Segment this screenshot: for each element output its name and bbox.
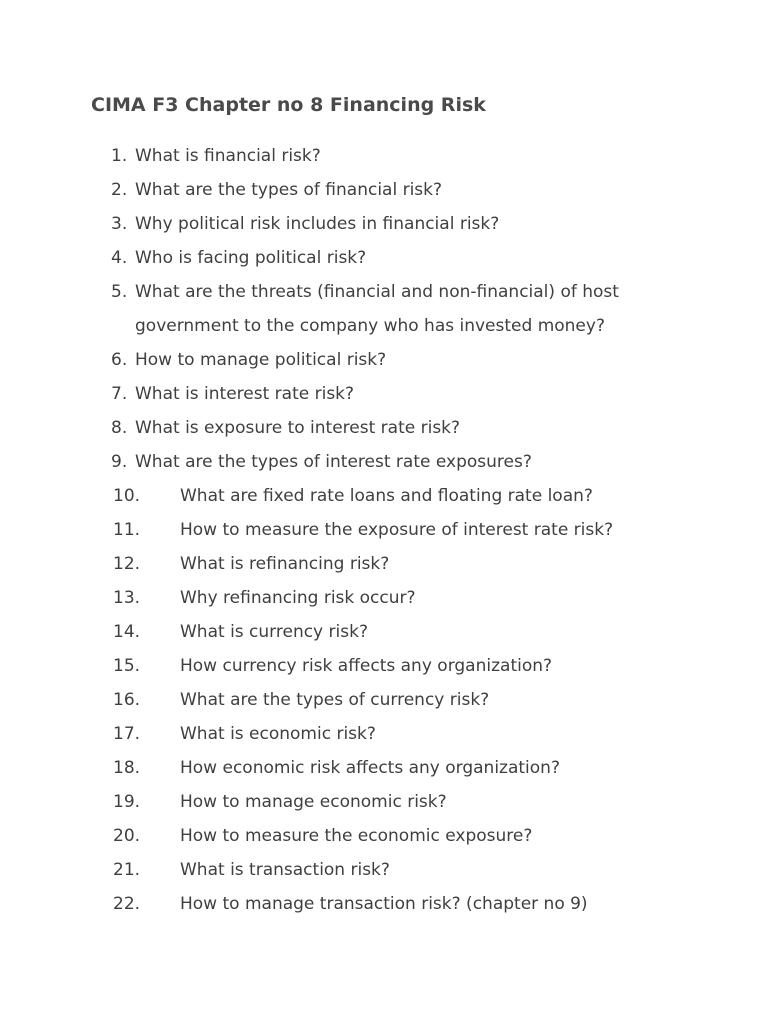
item-text: What is transaction risk? — [180, 860, 390, 880]
item-number: 16. — [113, 690, 141, 710]
item-text: What is financial risk? — [135, 146, 321, 166]
item-number: 14. — [113, 622, 141, 642]
item-text: How to manage economic risk? — [180, 792, 447, 812]
list-item — [0, 717, 768, 751]
item-number: 6. — [111, 350, 128, 370]
item-text: What is exposure to interest rate risk? — [135, 418, 461, 438]
item-number: 21. — [113, 860, 141, 880]
item-number: 17. — [113, 724, 141, 744]
item-text: What are the types of financial risk? — [135, 180, 443, 200]
list-item — [0, 275, 768, 343]
list-item — [0, 479, 768, 513]
item-number: 11. — [113, 520, 141, 540]
item-text: How to measure the exposure of interest rate risk? — [180, 520, 614, 540]
list-item — [0, 785, 768, 819]
item-text: Who is facing political risk? — [135, 248, 367, 268]
list-item — [0, 581, 768, 615]
item-text: What are the types of interest rate exposures? — [135, 452, 532, 472]
list-item — [0, 547, 768, 581]
list-item — [0, 853, 768, 887]
item-number: 22. — [113, 894, 141, 914]
question-list — [0, 139, 768, 921]
item-number: 7. — [111, 384, 128, 404]
item-text: What is interest rate risk? — [135, 384, 355, 404]
item-text: How to measure the economic exposure? — [180, 826, 533, 846]
item-text: Why refinancing risk occur? — [180, 588, 416, 608]
item-text: What is economic risk? — [180, 724, 376, 744]
item-number: 4. — [111, 248, 128, 268]
item-number: 12. — [113, 554, 141, 574]
list-item — [0, 241, 768, 275]
item-number: 20. — [113, 826, 141, 846]
item-text: What are fixed rate loans and floating rate loan? — [180, 486, 593, 506]
list-item — [0, 887, 768, 921]
item-text: Why political risk includes in financial risk? — [135, 214, 500, 234]
list-item — [0, 445, 768, 479]
list-item — [0, 513, 768, 547]
list-item — [0, 343, 768, 377]
item-text: What are the types of currency risk? — [180, 690, 490, 710]
list-item — [0, 819, 768, 853]
item-text — [135, 275, 619, 343]
item-number: 3. — [111, 214, 128, 234]
document-title: CIMA F3 Chapter no 8 Financing Risk — [91, 94, 486, 116]
item-number: 5. — [111, 282, 128, 302]
item-number: 19. — [113, 792, 141, 812]
item-number: 15. — [113, 656, 141, 676]
list-item — [0, 615, 768, 649]
item-number: 9. — [111, 452, 128, 472]
item-text-line-2: government to the company who has invested money? — [135, 316, 605, 336]
item-text: What is refinancing risk? — [180, 554, 390, 574]
item-text: How currency risk affects any organization? — [180, 656, 553, 676]
list-item — [0, 207, 768, 241]
item-text: How to manage political risk? — [135, 350, 387, 370]
item-number: 2. — [111, 180, 128, 200]
item-text-line-1: What are the threats (financial and non-financial) of host — [135, 282, 619, 302]
list-item — [0, 377, 768, 411]
item-text: What is currency risk? — [180, 622, 368, 642]
list-item — [0, 411, 768, 445]
item-text: How to manage transaction risk? (chapter no 9) — [180, 894, 588, 914]
item-number: 8. — [111, 418, 128, 438]
item-number: 18. — [113, 758, 141, 778]
list-item — [0, 173, 768, 207]
item-number: 10. — [113, 486, 141, 506]
list-item — [0, 751, 768, 785]
item-text: How economic risk affects any organization? — [180, 758, 560, 778]
item-number: 1. — [111, 146, 128, 166]
item-number: 13. — [113, 588, 141, 608]
list-item — [0, 139, 768, 173]
list-item — [0, 683, 768, 717]
list-item — [0, 649, 768, 683]
